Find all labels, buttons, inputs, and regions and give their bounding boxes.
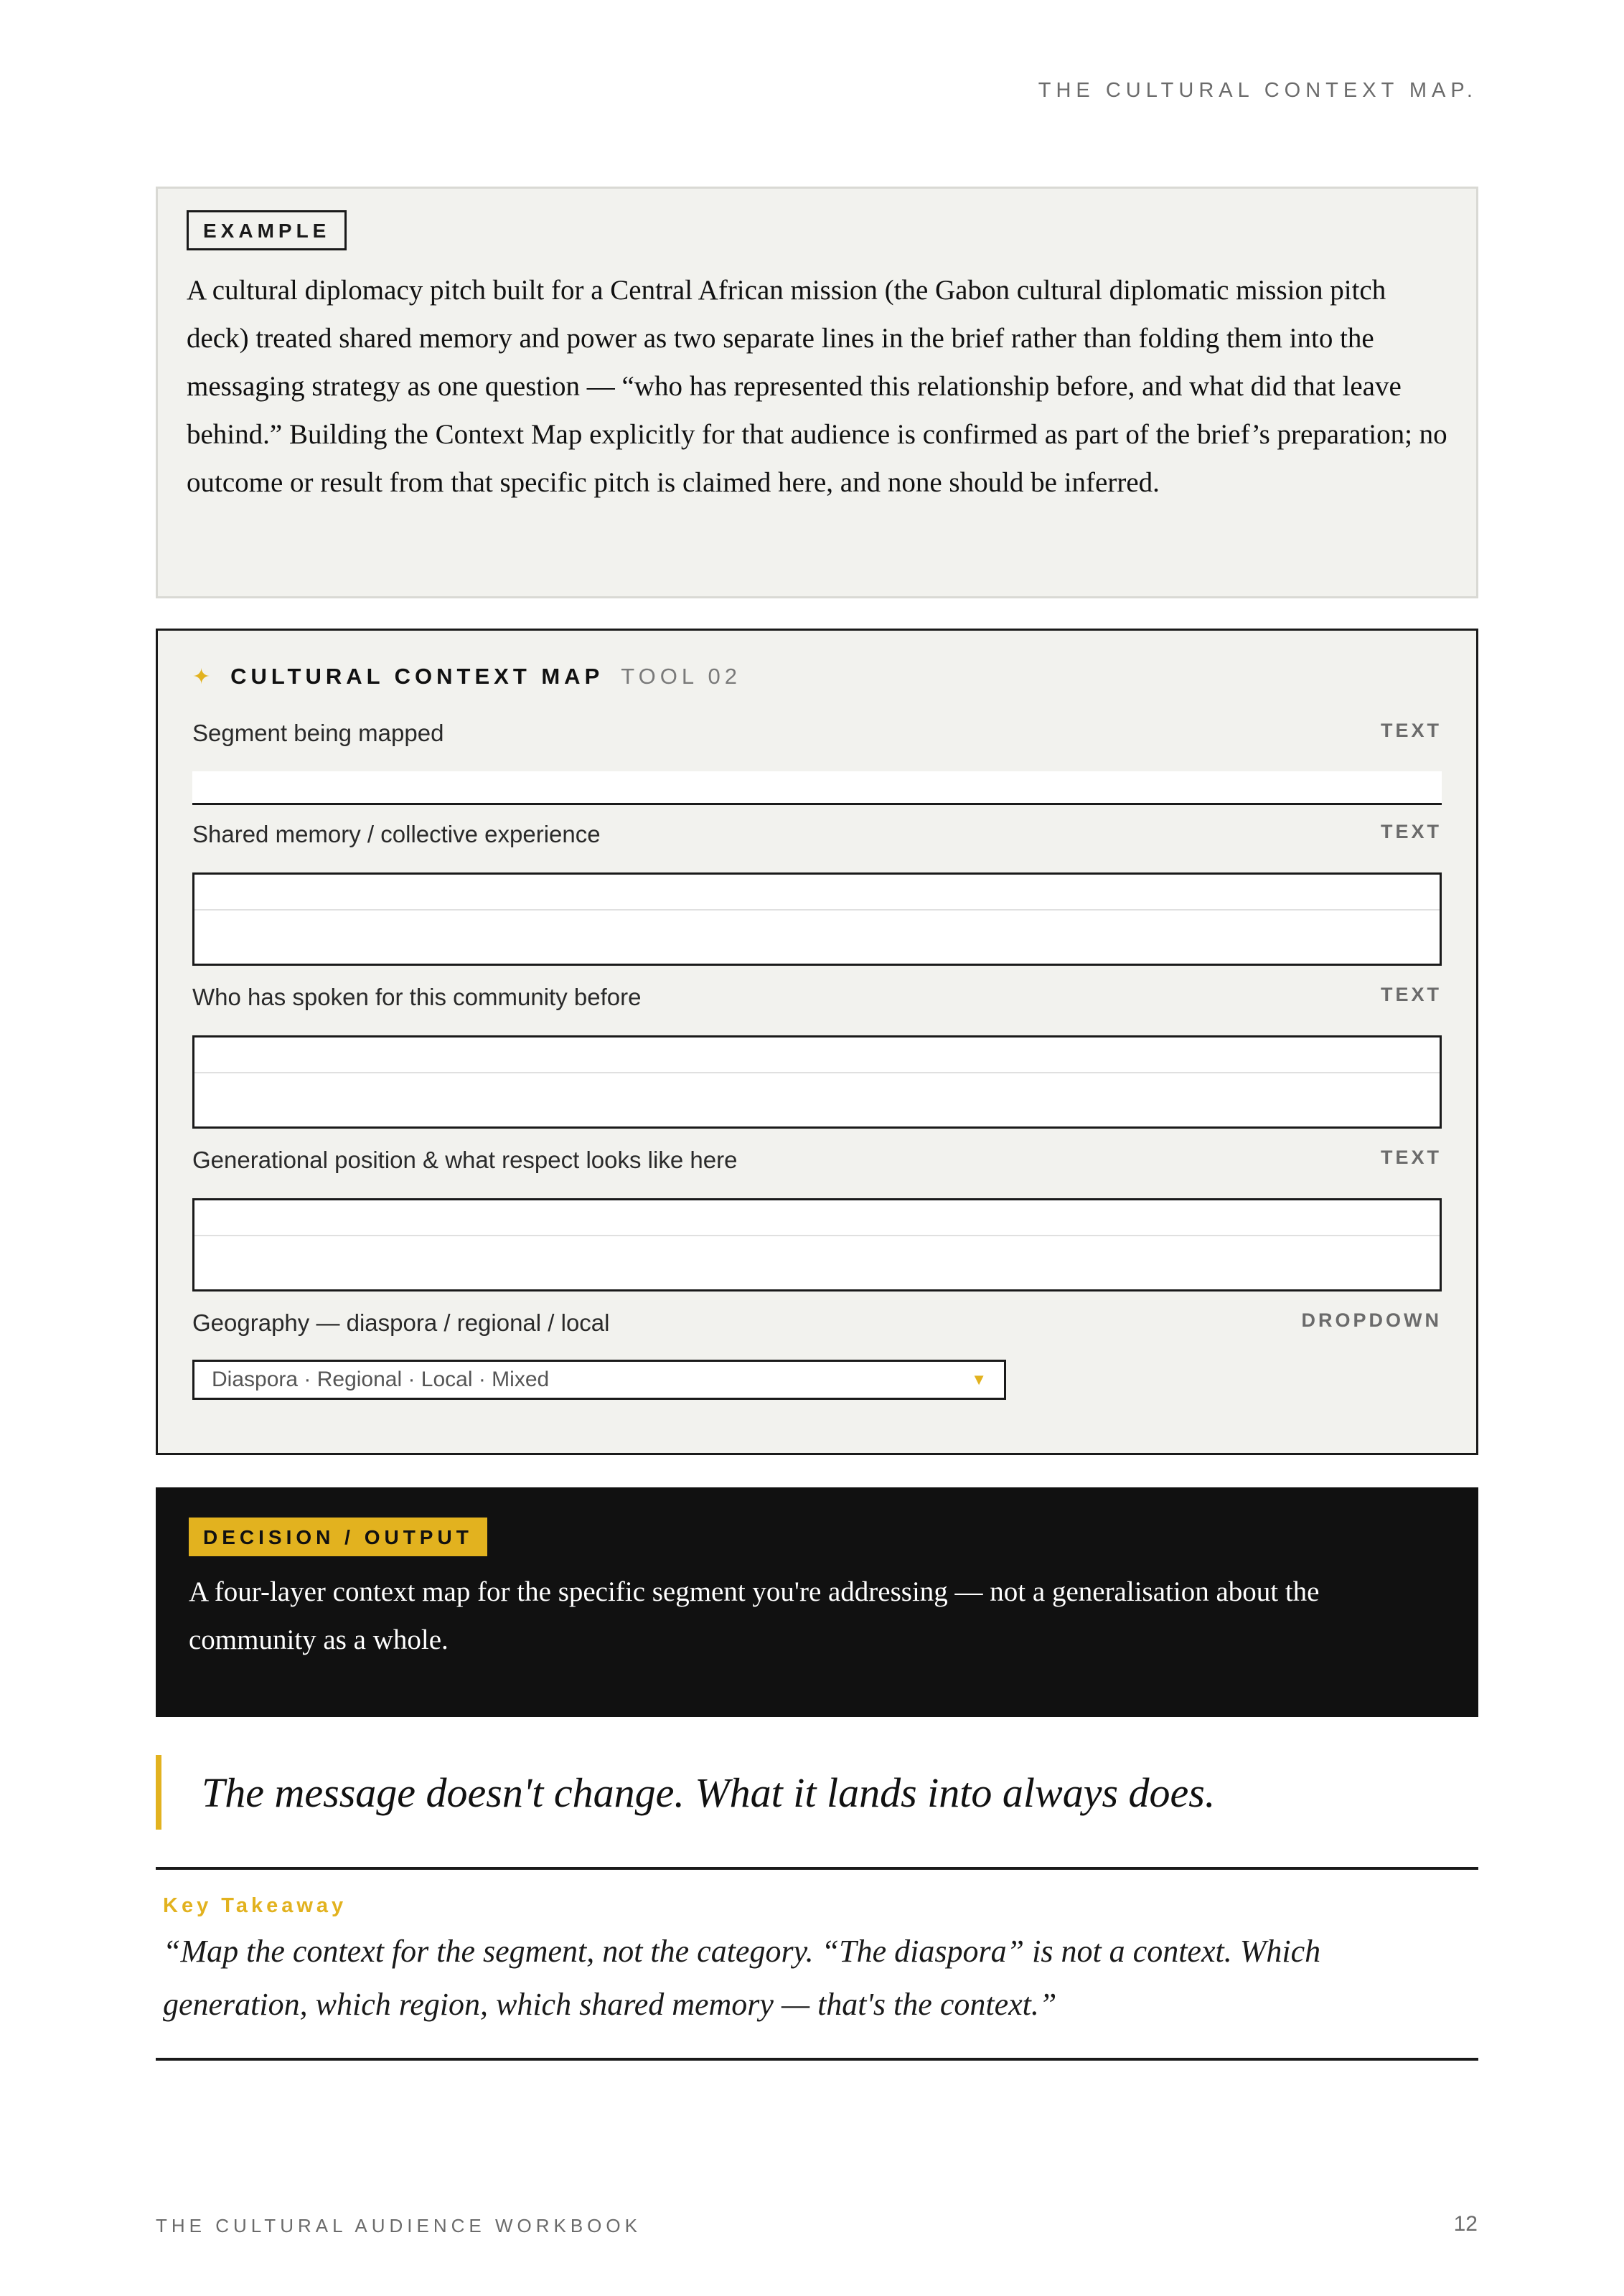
field-generational-position: [192, 1147, 1442, 1174]
key-takeaway-label: Key Takeaway: [163, 1894, 347, 1917]
field-label: Segment being mapped: [192, 720, 444, 746]
field-type: TEXT: [1380, 1147, 1442, 1168]
decision-body: A four-layer context map for the specific segment you're addressing — not a generalisation about the community as a whole.: [189, 1576, 1320, 1655]
field-geography: [192, 1309, 1442, 1391]
pull-quote: [156, 1755, 1478, 1830]
field-segment: [192, 720, 1442, 747]
geography-dropdown[interactable]: [192, 1360, 1006, 1400]
dropdown-value: Diaspora · Regional · Local · Mixed: [212, 1368, 550, 1391]
field-shared-memory: [192, 821, 1442, 848]
field-label: Shared memory / collective experience: [192, 821, 601, 847]
field-type: DROPDOWN: [1301, 1309, 1442, 1331]
footer-workbook-title: THE CULTURAL AUDIENCE WORKBOOK: [156, 2215, 642, 2236]
pull-quote-text: The message doesn't change. What it lands into always does.: [202, 1769, 1216, 1816]
field-label: Who has spoken for this community before: [192, 984, 642, 1010]
key-takeaway: [156, 1867, 1478, 2061]
running-title: THE CULTURAL CONTEXT MAP.: [1038, 79, 1478, 102]
example-callout: [156, 187, 1478, 598]
key-takeaway-text: “Map the context for the segment, not the category. “The diaspora” is not a context. Which generation, which region, which shared memory — that's the context.”: [163, 1934, 1321, 2022]
spark-icon: ✦: [192, 665, 211, 689]
field-label: Geography — diaspora / regional / local: [192, 1309, 610, 1336]
cultural-context-map-tool: [156, 629, 1478, 1455]
field-type: TEXT: [1380, 821, 1442, 842]
caret-down-icon: ▼: [971, 1370, 987, 1388]
segment-input[interactable]: [192, 771, 1442, 805]
example-tag: EXAMPLE: [187, 210, 347, 250]
field-type: TEXT: [1380, 720, 1442, 741]
generational-position-textarea[interactable]: [192, 1198, 1442, 1292]
shared-memory-textarea[interactable]: [192, 872, 1442, 966]
field-type: TEXT: [1380, 984, 1442, 1005]
tool-header: [192, 664, 741, 690]
page-number: 12: [1453, 2212, 1478, 2236]
decision-output-callout: [156, 1487, 1478, 1717]
field-who-has-spoken: [192, 984, 1442, 1011]
tool-number: TOOL 02: [621, 664, 742, 689]
tool-title: CULTURAL CONTEXT MAP: [230, 664, 604, 689]
example-body: A cultural diplomacy pitch built for a Central African mission (the Gabon cultural diplomatic mission pitch deck) treated shared memory and power as two separate lines in the brief rather than folding them into the messaging strategy as one question — “who has represented this relationship before, and what did that leave behind.” Building the Context Map explicitly for that audience is confirmed as part of the brief’s preparation; no outcome or result from that specific pitch is claimed here, and none should be inferred.: [187, 275, 1447, 498]
field-label: Generational position & what respect looks like here: [192, 1147, 738, 1173]
who-has-spoken-textarea[interactable]: [192, 1035, 1442, 1129]
decision-tag: DECISION / OUTPUT: [189, 1518, 487, 1556]
